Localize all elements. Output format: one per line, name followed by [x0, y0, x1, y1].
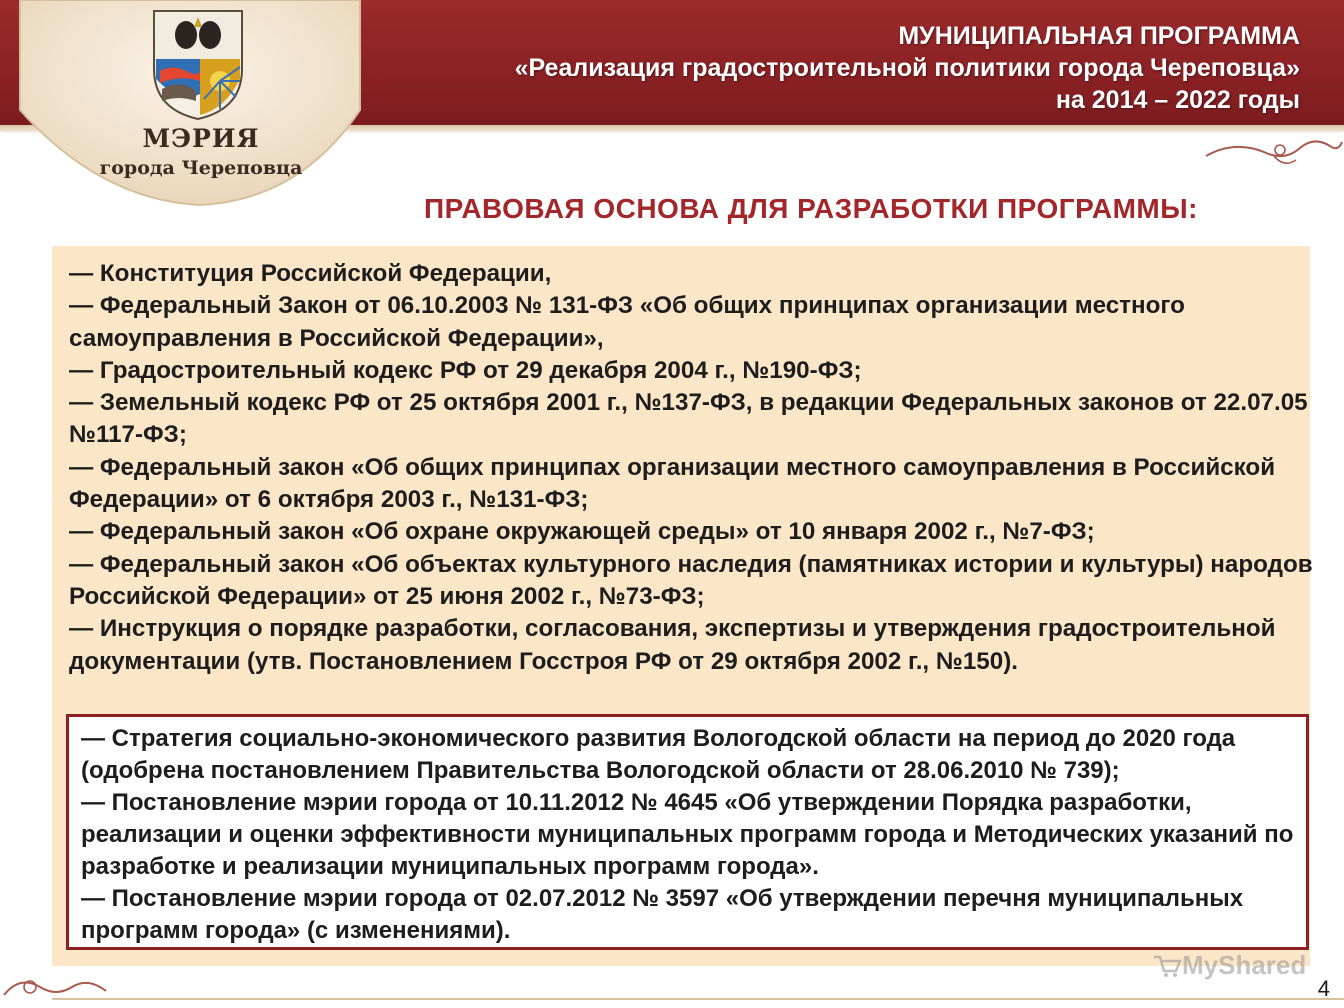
mayor-label: [96, 123, 306, 181]
list-item: — Земельный кодекс РФ от 25 октября 2001 г., №137-ФЗ, в редакции Федеральных законов от 22.07.05 №117-ФЗ;: [69, 389, 1308, 449]
list-item: — Федеральный закон «Об объектах культурного наследия (памятниках истории и культуры) народов Российской Федерации» от 25 июня 2002 г., №73-ФЗ;: [69, 550, 1313, 610]
footer-divider: [52, 998, 1344, 1000]
mayor-subtitle: города Череповца: [99, 157, 303, 179]
list-item: — Постановление мэрии города от 10.11.2012 № 4645 «Об утверждении Порядка разработки, реализации и оценки эффективности муниципальных программ города и Методических указаний по разработке и реализации муниципальных программ города».: [81, 789, 1294, 880]
page-number: 4: [1317, 976, 1330, 1001]
list-item: — Конституция Российской Федерации,: [69, 260, 552, 287]
list-item: — Федеральный Закон от 06.10.2003 № 131-ФЗ «Об общих принципах организации местного самоуправления в Российской Федерации»,: [69, 292, 1185, 352]
header-line-1: МУНИЦИПАЛЬНАЯ ПРОГРАММА: [898, 22, 1300, 50]
list-item: — Стратегия социально-экономического развития Вологодской области на период до 2020 года (одобрена постановлением Правительства Вологодской области от 28.06.2010 № 739);: [81, 725, 1236, 784]
cart-icon: [1152, 953, 1182, 979]
coat-of-arms-icon: [150, 9, 246, 121]
header-title: [515, 20, 1300, 116]
watermark: [1152, 950, 1306, 981]
list-item: — Федеральный закон «Об охране окружающей среды» от 10 января 2002 г., №7-ФЗ;: [69, 518, 1095, 546]
mayor-title: МЭРИЯ: [142, 124, 260, 153]
list-item: — Градостроительный кодекс РФ от 29 декабря 2004 г., №190-ФЗ;: [69, 356, 862, 384]
ornament-left-icon: [0, 965, 110, 1008]
list-item: — Федеральный закон «Об общих принципах организации местного самоуправления в Российской Федерации» от 6 октября 2003 г., №131-ФЗ;: [69, 453, 1276, 514]
list-item: — Инструкция о порядке разработки, согласования, экспертизы и утверждения градостроительной документации (утв. Постановлением Госстроя РФ от 29 октября 2002 г., №150).: [69, 615, 1276, 675]
header-line-2: «Реализация градостроительной политики города Череповца»: [514, 54, 1300, 82]
ornament-right-icon: [1204, 128, 1344, 178]
highlighted-documents-box: [66, 714, 1309, 950]
header-line-3: на 2014 – 2022 годы: [1055, 86, 1300, 114]
section-title: ПРАВОВАЯ ОСНОВА ДЛЯ РАЗРАБОТКИ ПРОГРАММЫ:: [424, 193, 1198, 224]
watermark-text: MyShared: [1182, 950, 1307, 980]
list-item: — Постановление мэрии города от 02.07.2012 № 3597 «Об утверждении перечня муниципальных программ города» (с изменениями).: [81, 885, 1244, 944]
legal-basis-list: [69, 258, 1319, 678]
